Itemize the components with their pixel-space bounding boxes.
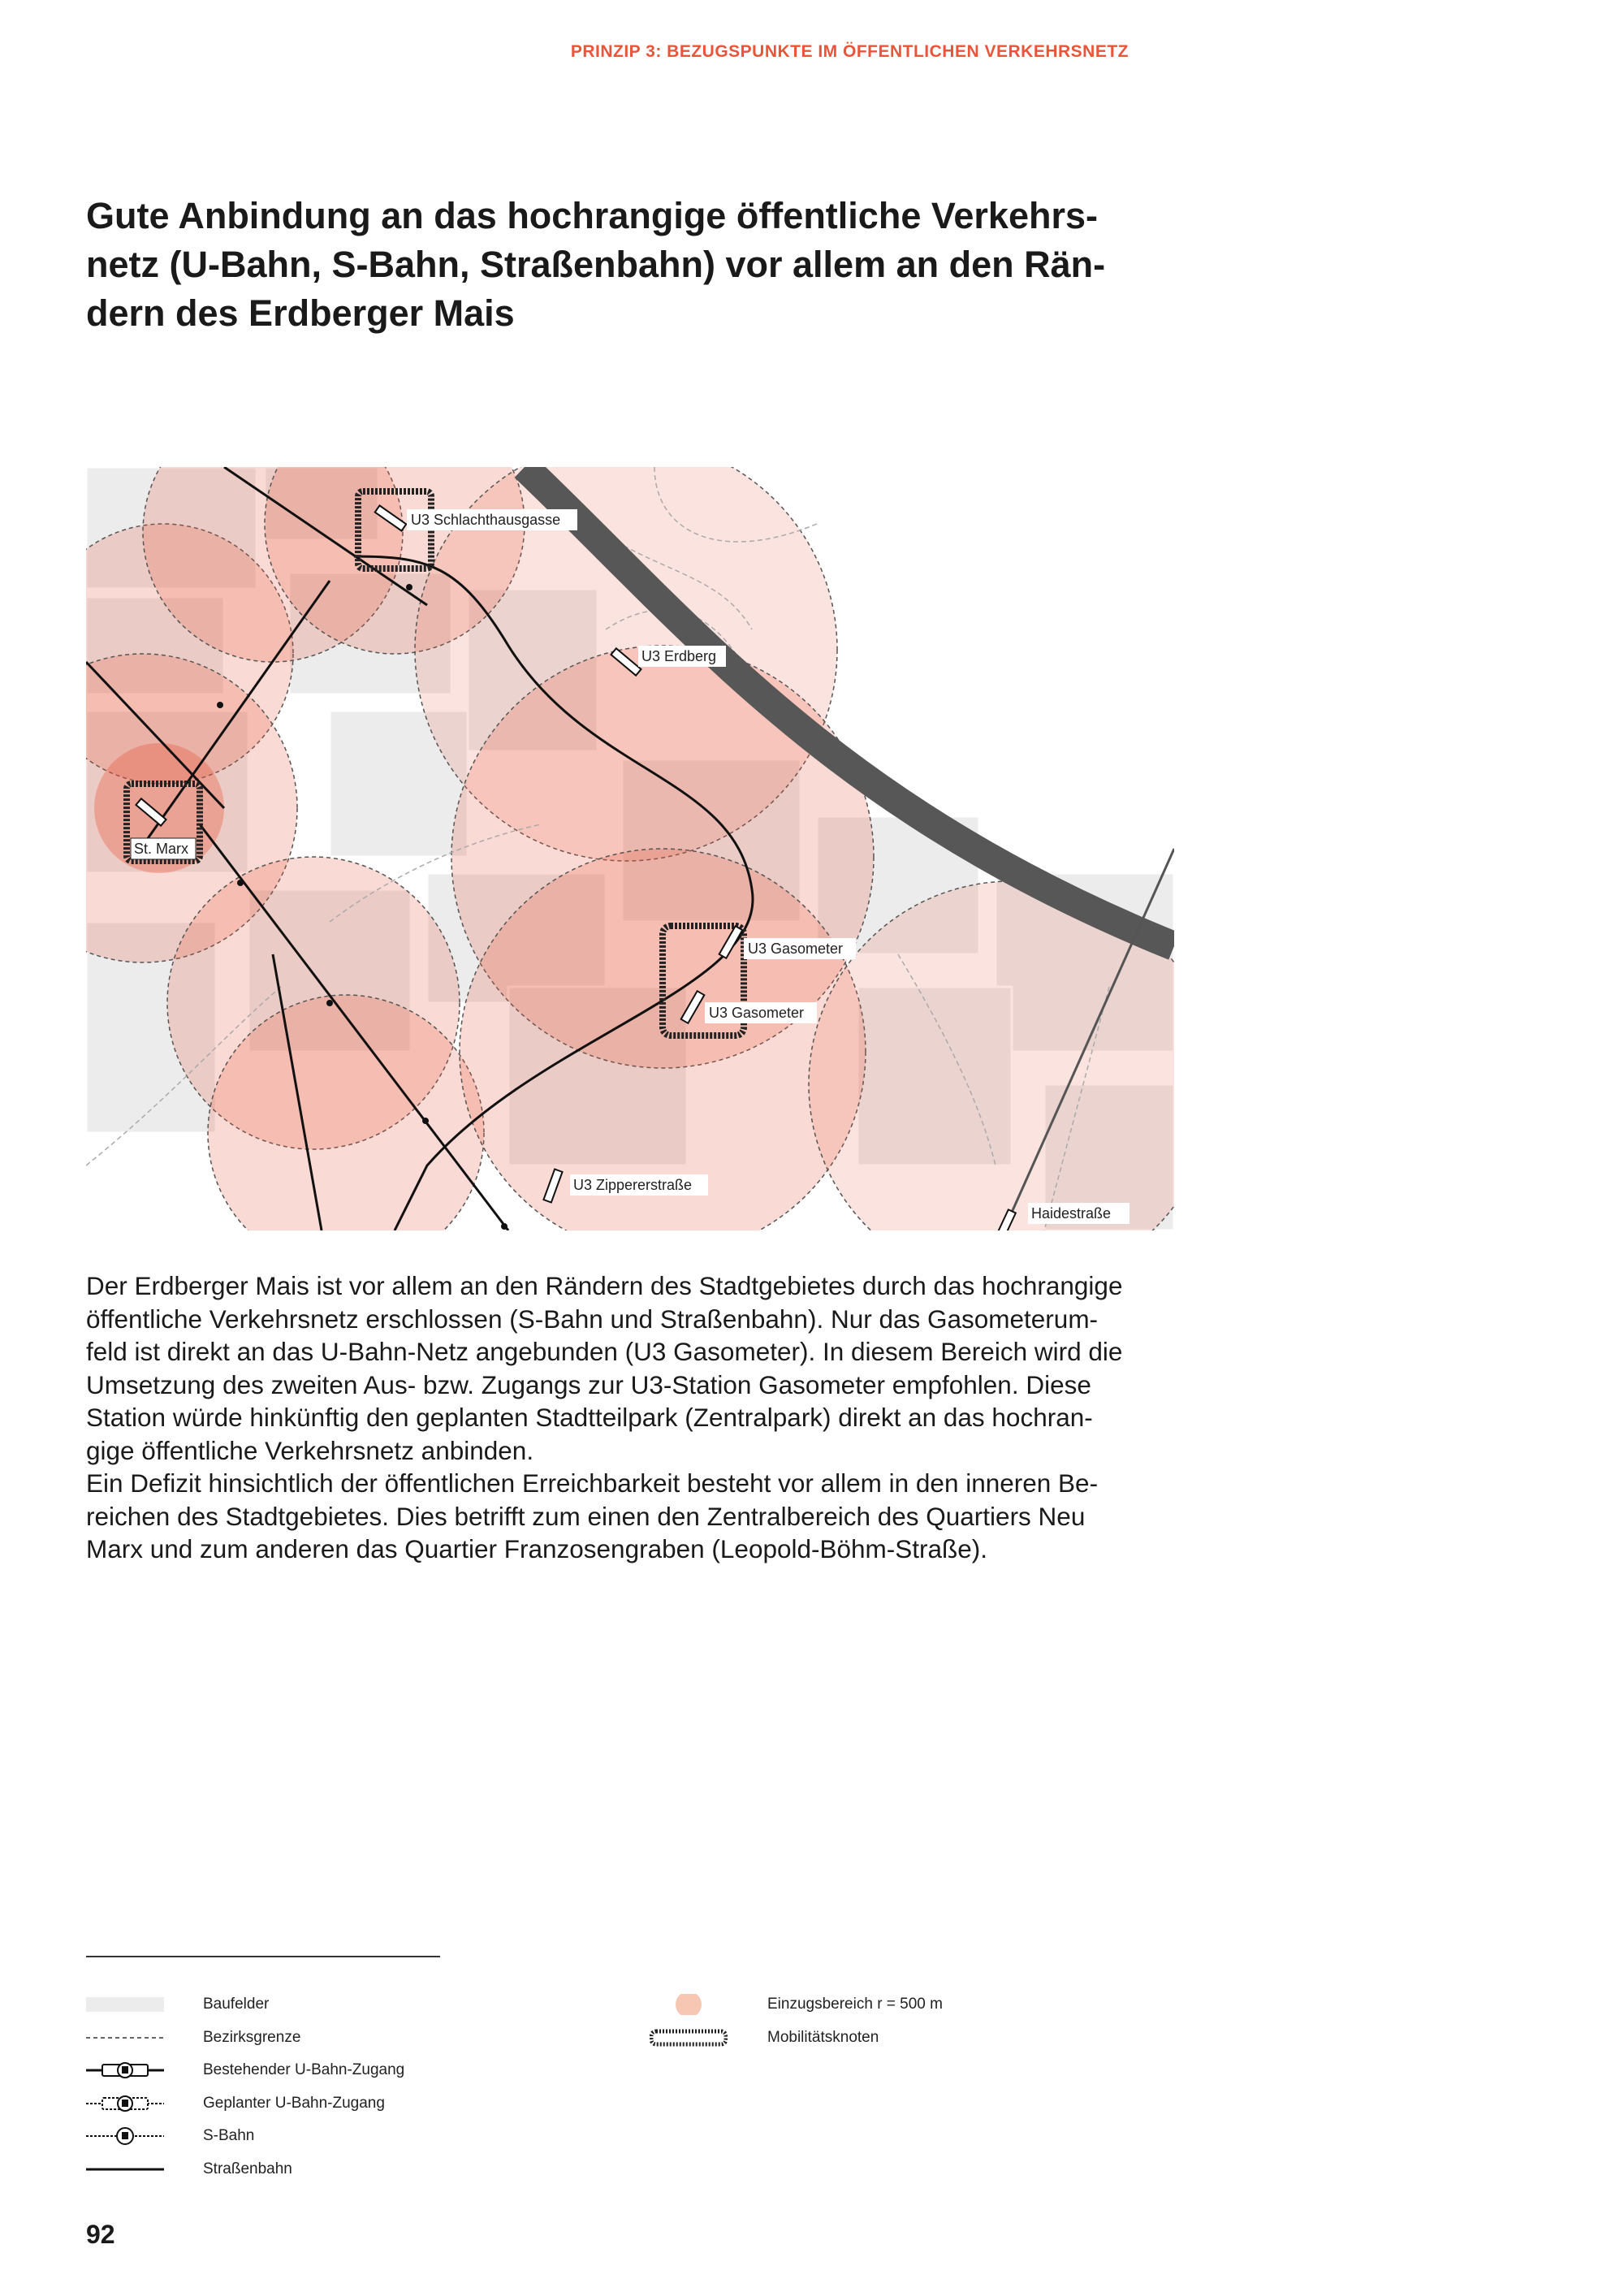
text-line: öffentliche Verkehrsnetz erschlossen (S-Bahn und Straßenbahn). Nur das Gasometerum- [86, 1304, 1099, 1334]
station-label-erdberg: U3 Erdberg [641, 648, 717, 664]
headline-line: Gute Anbindung an das hochrangige öffentliche Verkehrs- [86, 195, 1098, 236]
catchment-circle [460, 849, 866, 1230]
tram-stop [237, 880, 244, 886]
body-text [86, 1269, 1174, 1566]
tram-stop [422, 1118, 429, 1124]
running-title: PRINZIP 3: BEZUGSPUNKTE IM ÖFFENTLICHEN VERKEHRSNETZ [570, 42, 1129, 61]
tram-stop [501, 1223, 508, 1230]
station-label-zippererstrasse: U3 Zippererstraße [573, 1177, 693, 1193]
mobility-hub-icon [650, 2027, 728, 2048]
tram-stop [217, 702, 223, 708]
legend-label: Bestehender U-Bahn-Zugang [203, 2061, 405, 2078]
plot-swatch-icon [86, 1994, 164, 2015]
existing-ubahn-icon [86, 2060, 164, 2081]
sbahn-icon [86, 2125, 164, 2147]
station-label-schlachthausgasse: U3 Schlachthausgasse [411, 512, 561, 528]
page-number: 92 [86, 2220, 115, 2249]
headline-line: netz (U-Bahn, S-Bahn, Straßenbahn) vor allem an den Rän- [86, 244, 1106, 285]
station-label-gasometer-planned: U3 Gasometer [709, 1005, 805, 1021]
station-label-st-marx: St. Marx [134, 841, 189, 857]
legend-label: Einzugsbereich r = 500 m [767, 1996, 943, 2013]
legend-label: S-Bahn [203, 2127, 255, 2144]
station-label-haidestrasse: Haidestraße [1031, 1205, 1112, 1222]
planned-ubahn-icon [86, 2093, 164, 2114]
tram-stop [326, 1000, 333, 1006]
legend-label: Mobilitätsknoten [767, 2028, 879, 2046]
legend-divider [86, 1956, 440, 1957]
page-headline [86, 192, 1174, 338]
text-line: Umsetzung des zweiten Aus- bzw. Zugangs zur U3-Station Gasometer empfohlen. Diese [86, 1369, 1091, 1399]
text-line: Station würde hinkünftig den geplanten Stadtteilpark (Zentralpark) direkt an das hochran- [86, 1403, 1093, 1432]
legend-label: Bezirksgrenze [203, 2028, 301, 2046]
text-line: Marx und zum anderen das Quartier Franzosengraben (Leopold-Böhm-Straße). [86, 1534, 988, 1563]
tram-stop [406, 584, 412, 590]
text-line: feld ist direkt an das U-Bahn-Netz angebunden (U3 Gasometer). In diesem Bereich wird die [86, 1337, 1123, 1366]
text-line: reichen des Stadtgebietes. Dies betrifft zum einen den Zentralbereich des Quartiers Neu [86, 1501, 1086, 1531]
tram-line-icon [86, 2159, 164, 2180]
legend-label: Straßenbahn [203, 2160, 292, 2177]
text-line: Ein Defizit hinsichtlich der öffentlichen Erreichbarkeit besteht vor allem in den inneren Be- [86, 1468, 1099, 1498]
transit-catchment-map [86, 467, 1174, 1230]
headline-line: dern des Erdberger Mais [86, 292, 515, 334]
legend-label: Baufelder [203, 1996, 270, 2013]
text-line: Der Erdberger Mais ist vor allem an den Rändern des Stadtgebietes durch das hochrangige [86, 1271, 1123, 1300]
paragraph [86, 1467, 1174, 1566]
text-line: gige öffentliche Verkehrsnetz anbinden. [86, 1435, 534, 1465]
catchment-circle-icon [650, 1994, 728, 2015]
station-label-gasometer: U3 Gasometer [748, 941, 844, 957]
legend-label: Geplanter U-Bahn-Zugang [203, 2094, 385, 2112]
paragraph [86, 1269, 1174, 1467]
boundary-dashed-line-icon [86, 2027, 164, 2048]
